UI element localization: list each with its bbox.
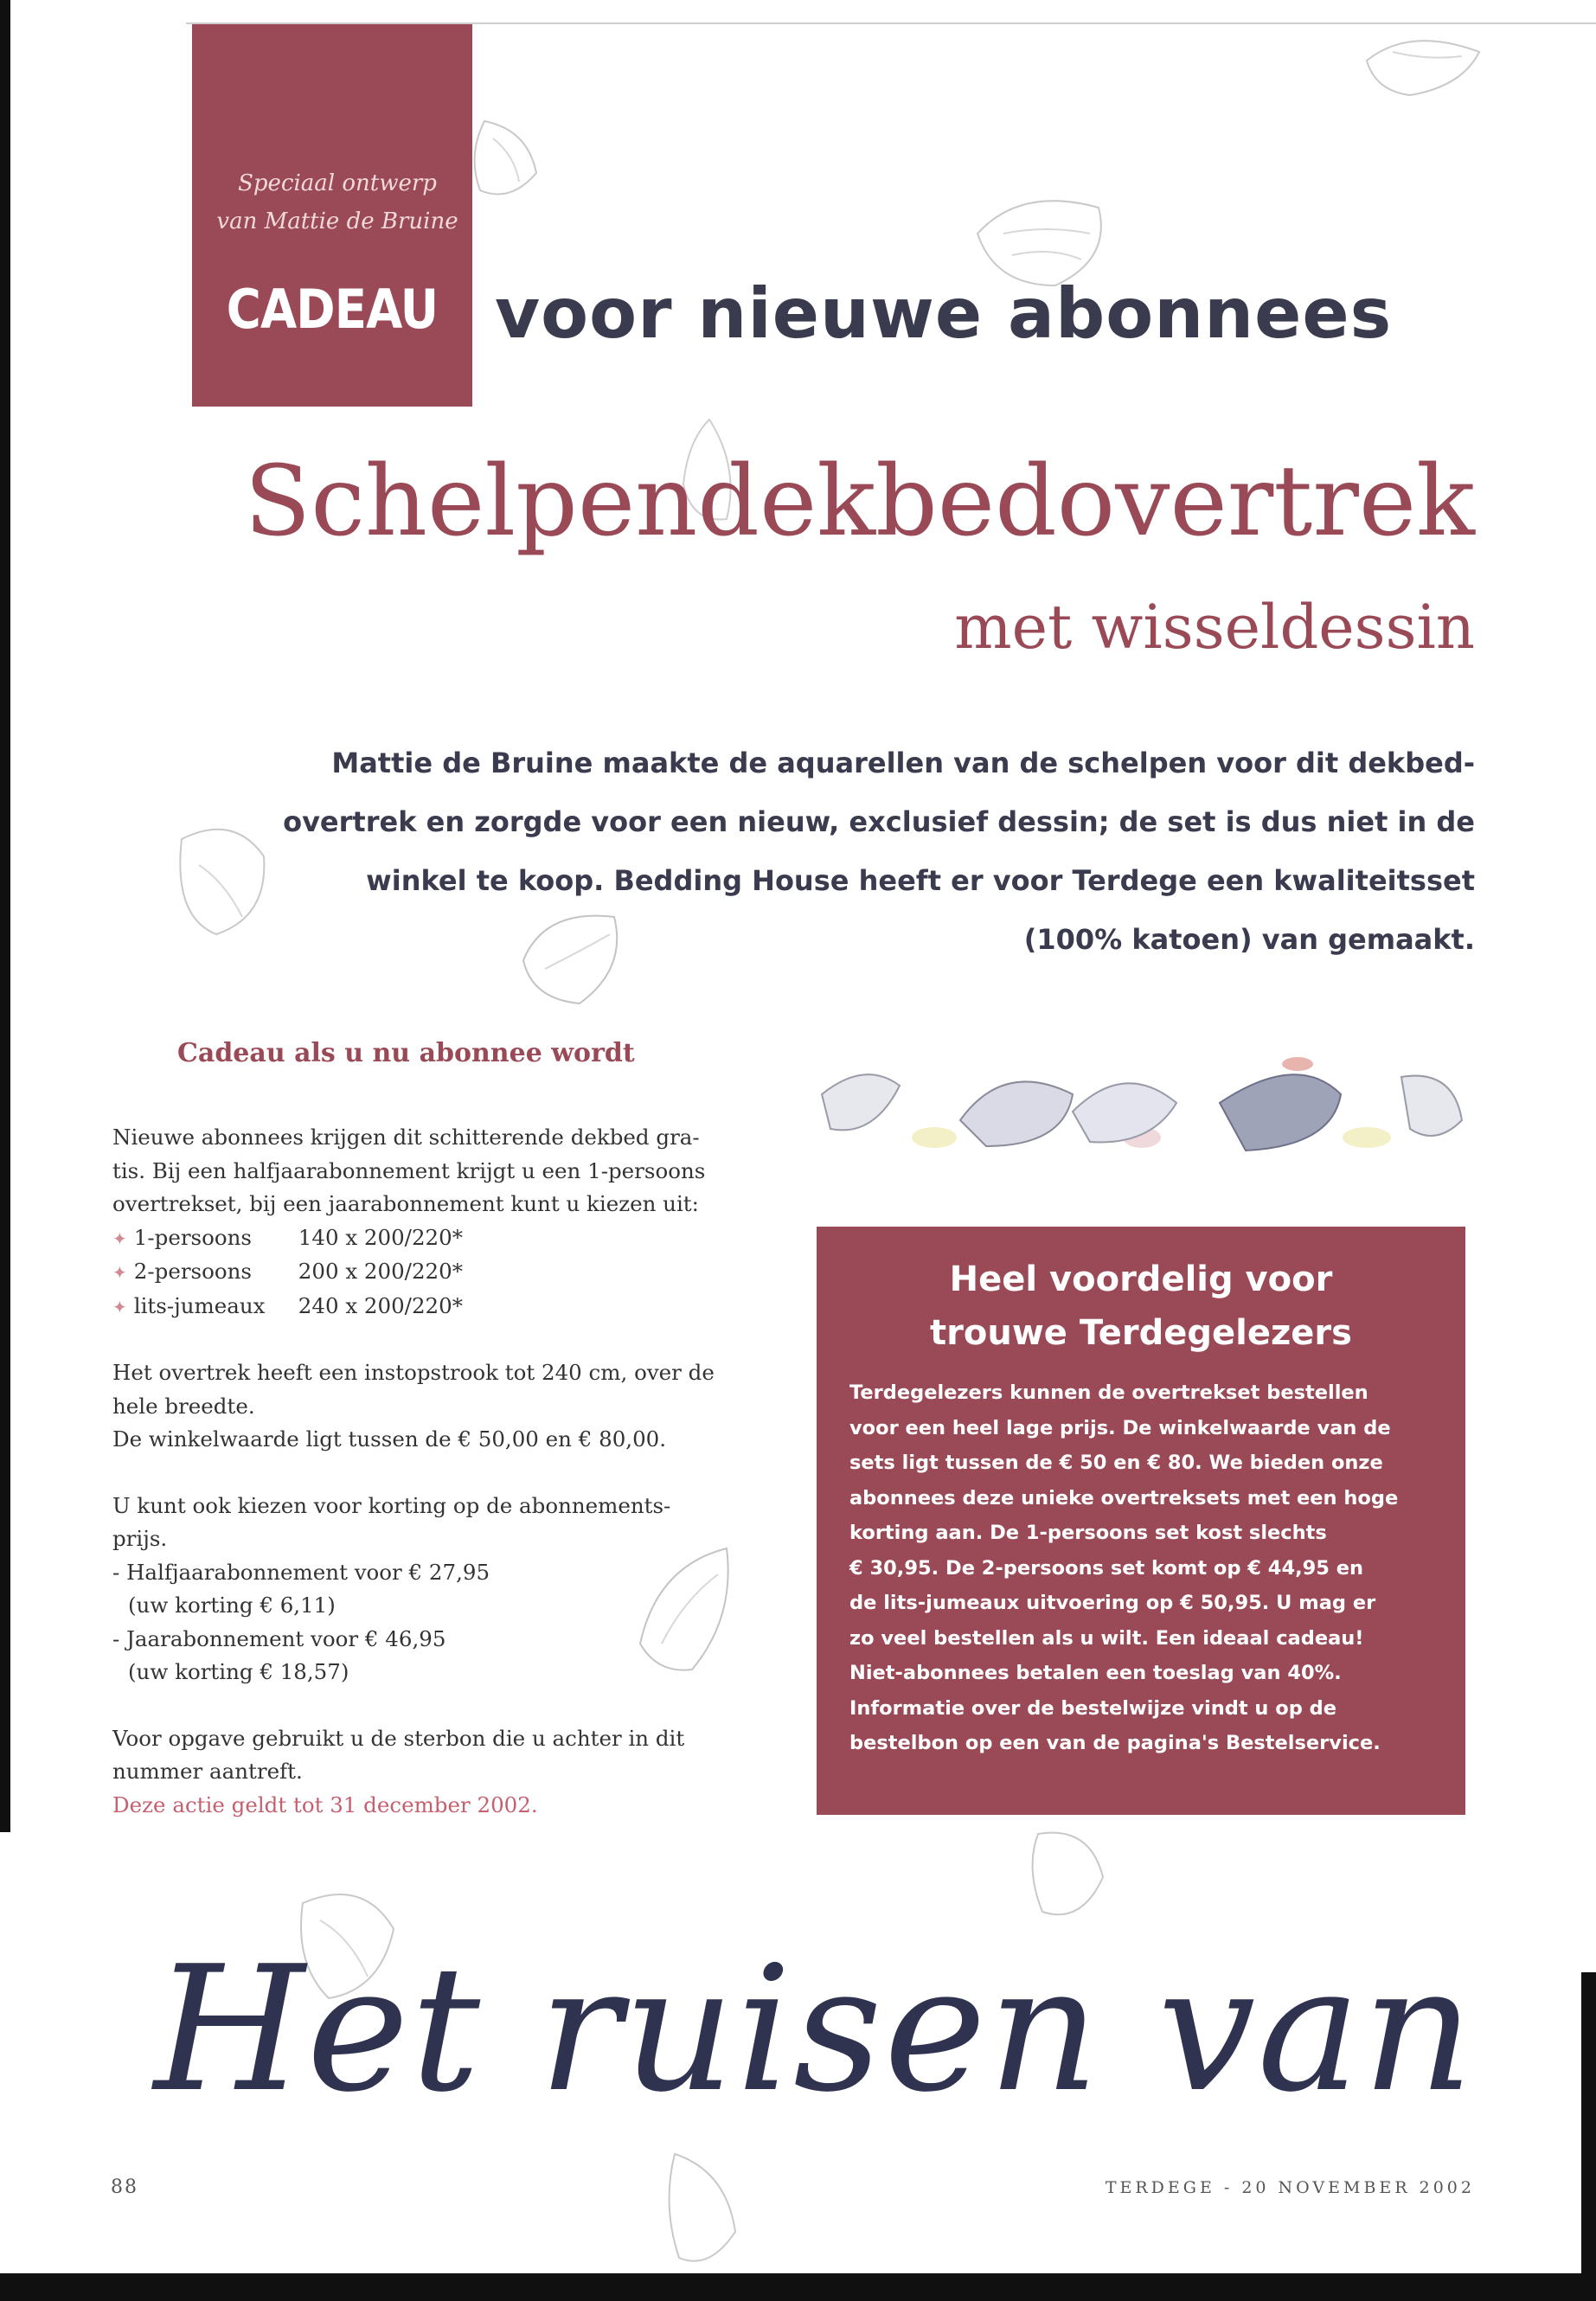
offer-box-title-line2: trouwe Terdegelezers bbox=[930, 1313, 1352, 1353]
text-line: U kunt ook kiezen voor korting op de abonnements- bbox=[112, 1492, 671, 1518]
text-line: hele breedte. bbox=[112, 1393, 255, 1419]
next-article-title: Het ruisen van bbox=[154, 1929, 1476, 2131]
text-line: nummer aantreft. bbox=[112, 1759, 303, 1784]
offer-line: Terdegelezers kunnen de overtrekset bestellen bbox=[849, 1381, 1368, 1404]
bullet-icon: ✦ bbox=[112, 1262, 127, 1283]
size-label: 2-persoons bbox=[133, 1259, 252, 1284]
text-line: Het overtrek heeft een instopstrook tot 240 cm, over de bbox=[112, 1360, 715, 1385]
text-line: - Jaarabonnement voor € 46,95 bbox=[112, 1625, 446, 1651]
offer-line: abonnees deze unieke overtreksets met een hoge bbox=[849, 1486, 1399, 1509]
text-line: De winkelwaarde ligt tussen de € 50,00 en € 80,00. bbox=[112, 1426, 667, 1452]
designer-credit-line2: van Mattie de Bruine bbox=[216, 208, 458, 234]
intro-line: winkel te koop. Bedding House heeft er voor Terdege een kwaliteitsset bbox=[366, 864, 1475, 897]
page-edge-right bbox=[1581, 1972, 1596, 2284]
offer-line: € 30,95. De 2-persoons set komt op € 44,95 en bbox=[849, 1556, 1364, 1580]
offer-line: bestelbon op een van de pagina's Bestelservice. bbox=[849, 1732, 1381, 1754]
page-edge-left bbox=[0, 0, 10, 1832]
intro-paragraph bbox=[234, 734, 1475, 969]
size-dims: 200 x 200/220* bbox=[298, 1259, 463, 1284]
designer-credit-line1: Speciaal ontwerp bbox=[238, 170, 437, 196]
text-line: prijs. bbox=[112, 1526, 168, 1551]
offer-box-title-line1: Heel voordelig voor bbox=[949, 1259, 1333, 1299]
intro-line: Mattie de Bruine maakte de aquarellen van de schelpen voor dit dekbed- bbox=[331, 747, 1475, 779]
text-line: (uw korting € 18,57) bbox=[128, 1659, 349, 1684]
bullet-icon: ✦ bbox=[112, 1296, 127, 1317]
size-dims: 140 x 200/220* bbox=[298, 1224, 463, 1250]
text-line: tis. Bij een halfjaarabonnement krijgt u een 1-persoons bbox=[112, 1157, 706, 1183]
intro-line: (100% katoen) van gemaakt. bbox=[1023, 923, 1475, 956]
offer-line: zo veel bestellen als u wilt. Een ideaal cadeau! bbox=[849, 1626, 1364, 1650]
offer-line: sets ligt tussen de € 50 en € 80. We bieden onze bbox=[849, 1452, 1383, 1474]
offer-line: Niet-abonnees betalen een toeslag van 40%. bbox=[849, 1662, 1342, 1684]
text-line: - Halfjaarabonnement voor € 27,95 bbox=[112, 1559, 490, 1585]
cadeau-badge: CADEAU bbox=[226, 278, 439, 341]
left-column bbox=[112, 1121, 779, 1822]
publication-footer: TERDEGE - 20 NOVEMBER 2002 bbox=[1105, 2178, 1475, 2197]
intro-line: overtrek en zorgde voor een nieuw, exclusief dessin; de set is dus niet in de bbox=[283, 805, 1475, 838]
designer-credit bbox=[208, 164, 467, 240]
size-label: lits-jumeaux bbox=[133, 1292, 266, 1318]
shell-illustration-icon bbox=[1358, 26, 1488, 104]
offer-line: de lits-jumeaux uitvoering op € 50,95. U mag er bbox=[849, 1592, 1376, 1614]
headline: voor nieuwe abonnees bbox=[495, 273, 1393, 354]
offer-box-title bbox=[817, 1253, 1465, 1360]
shell-illustration-icon bbox=[467, 112, 545, 208]
offer-box-body bbox=[849, 1375, 1438, 1761]
size-option bbox=[112, 1221, 779, 1256]
offer-line: Informatie over de bestelwijze vindt u op de bbox=[849, 1696, 1337, 1720]
bullet-icon: ✦ bbox=[112, 1227, 127, 1249]
text-line: (uw korting € 6,11) bbox=[128, 1593, 336, 1618]
offer-line: korting aan. De 1-persoons set kost slechts bbox=[849, 1522, 1327, 1544]
shell-border-illustration bbox=[813, 1042, 1471, 1163]
offer-line: voor een heel lage prijs. De winkelwaarde van de bbox=[849, 1416, 1391, 1439]
shell-illustration-icon bbox=[1021, 1817, 1116, 1929]
size-label: 1-persoons bbox=[133, 1224, 252, 1250]
left-heading: Cadeau als u nu abonnee wordt bbox=[177, 1038, 635, 1068]
size-option bbox=[112, 1290, 779, 1324]
deadline-note: Deze actie geldt tot 31 december 2002. bbox=[112, 1791, 538, 1817]
size-dims: 240 x 200/220* bbox=[298, 1292, 463, 1318]
text-line: overtrekset, bij een jaarabonnement kunt u kiezen uit: bbox=[112, 1191, 699, 1216]
page-edge-bottom bbox=[0, 2273, 1596, 2301]
product-subtitle: met wisseldessin bbox=[954, 592, 1475, 663]
text-line: Nieuwe abonnees krijgen dit schitterende dekbed gra- bbox=[112, 1125, 700, 1150]
shell-illustration-icon bbox=[657, 2145, 744, 2275]
text-line: Voor opgave gebruikt u de sterbon die u achter in dit bbox=[112, 1725, 685, 1751]
product-title: Schelpendekbedovertrek bbox=[244, 445, 1475, 558]
size-option bbox=[112, 1255, 779, 1290]
page-number: 88 bbox=[111, 2176, 138, 2198]
